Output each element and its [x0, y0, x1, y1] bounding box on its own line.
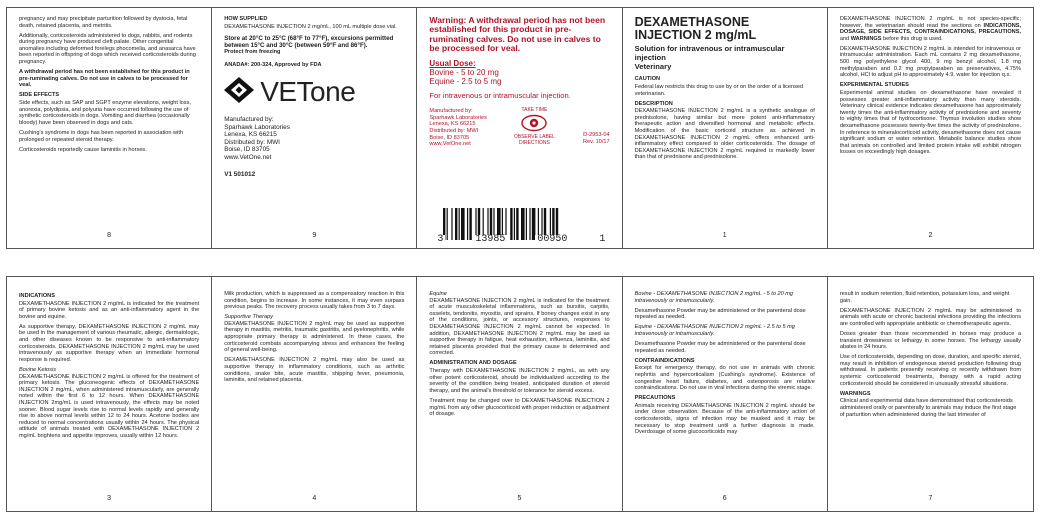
section-heading: ADMINISTRATION AND DOSAGE — [429, 360, 517, 367]
section-heading: CAUTION — [634, 76, 661, 83]
text-block: Use of corticosteroids, depending on dose, duration, and specific steroid, may result in inhibition of endogenous steroid production following drug withdrawal. In patients presently receiving or recently withdrawn from systemic corticosteroid treatments, therapy with a rapid acting corticosteroid should be considered in unusually stressful situations. — [839, 354, 1022, 387]
text-block: Doses greater than those recommended in horses may produce a transient drowsiness or lethargy in some horses. The lethargy usually abates in 24 hours. — [839, 330, 1022, 351]
usual-dose-line: Equine - 2.5 to 5 mg — [429, 77, 502, 87]
manufacturer-line: Boise, ID 83705 — [429, 134, 470, 141]
anada-number: ANADA#: 200-324, Approved by FDA — [224, 61, 322, 68]
text-block: As supportive therapy, DEXAMETHASONE INJECTION 2 mg/mL may be used in the management of various rheumatic, allergic, dermatologic, and other diseases known to be responsive to anti-inflammatory corticosteroids. DEXAMETHASONE INJECTION 2 mg/mL may be used intravenously as supportive therapy when an immediate hormonal response is required. — [19, 323, 200, 363]
text-block: pregnancy and may precipitate parturition followed by dystocia, fetal death, retained placenta, and metritis. — [19, 16, 188, 29]
text-block: Dexamethasone Powder may be administered or the parenteral dose repeated as needed. — [634, 341, 806, 354]
text-block: DEXAMETHASONE INJECTION 2 mg/mL is indicated for the treatment of acute musculoskeletal inflammations, such as bursitis, carpitis, osselets, tendonitis, myositis, and sprains. If boney changes exist in any of the conditions, joints, or accessory structures, responses to DEXAMETHASONE INJECTION 2 mg/mL cannot be expected. In addition, DEXAMETHASONE INJECTION 2 mg/mL may be used as supportive therapy in fatigue, heat exhaustion, influenza, laminitis, and retained placenta provided that the primary cause is determined and corrected. — [429, 297, 610, 357]
page-number: 8 — [107, 232, 112, 239]
page-number: 1 — [722, 232, 727, 239]
page-number: 3 — [107, 495, 112, 502]
panel-5 — [417, 277, 622, 511]
withdrawal-warning-red: Warning: A withdrawal period has not been established for this product in pre-ruminating calves. Do not use in calves to be processed for veal. — [429, 15, 606, 54]
version-code: V1 501012 — [224, 170, 256, 178]
text-block: Animals receiving DEXAMETHASONE INJECTION 2 mg/mL should be under close observation. Because of the anti-inflammatory action of corticosteroids, signs of infection may be masked and it may be necessary to stop treatment until a further diagnosis is made. Overdosage of some glucocorticoids may — [634, 402, 815, 436]
text-block: Treatment may be changed over to DEXAMETHASONE INJECTION 2 mg/mL from any other glucocorticoid with proper reduction or adjustment of dosage. — [429, 397, 610, 418]
text-block: Milk production, which is suppressed as a compensatory reaction in this condition, begins to increase. In some instances, it may even surpass previous peaks. The recovery process usually takes from 3 to 7 days. — [224, 291, 405, 311]
panel-6 — [623, 277, 828, 511]
label-bottom-row — [6, 276, 1034, 512]
vetone-diamond-icon — [224, 77, 254, 106]
subsection-heading: Bovine Ketosis — [19, 366, 57, 373]
section-heading: INDICATIONS — [19, 293, 55, 299]
barcode-digits — [435, 235, 607, 245]
section-heading: WARNINGS — [839, 390, 871, 397]
usual-dose-line: Bovine - 5 to 20 mg — [429, 67, 499, 77]
revision-date: Rev. 10/17 — [582, 138, 610, 145]
manufacturer-line: Sparhawk Laboratories — [429, 114, 487, 121]
manufacturer-line: Manufactured by: — [429, 108, 473, 115]
text-block: Therapy with DEXAMETHASONE INJECTION 2 mg/mL, as with any other potent corticosteroid, should be individualized according to the severity of the condition being treated, anticipated duration of steroid therapy, and the animal's threshold or tolerance for steroid excess. — [429, 368, 610, 394]
page-number: 9 — [312, 232, 317, 239]
manufacturer-line: www.VetOne.net — [429, 141, 471, 148]
product-subtitle: Solution for intravenous or intramuscular injection — [634, 44, 785, 62]
text-block: Federal law restricts this drug to use by or on the order of a licensed veterinarian. — [634, 83, 804, 97]
product-subtitle-veterinary: Veterinary — [634, 61, 672, 71]
section-heading: CONTRAINDICATIONS — [634, 357, 695, 364]
section-heading: EXPERIMENTAL STUDIES — [839, 82, 909, 89]
page-number: 4 — [312, 495, 317, 502]
manufacturer-line: Boise, ID 83705 — [224, 146, 270, 154]
manufacturer-line: Sparhawk Laboratories — [224, 123, 290, 131]
panel-1 — [623, 8, 828, 248]
text-block: DEXAMETHASONE INJECTION 2 mg/mL is intended for intravenous or intramuscular administration. Each mL contains 2 mg dexamethasone, 500 mg polyethylene glycol 400, 9 mg benzyl alcohol, 1.8 mg methylparaben and 0.2 mg propylparaben as preservatives, 4.75% alcohol, HCl to adjust pH to approximately 4.9, water for injection q.s. — [839, 45, 1022, 79]
section-heading: PRECAUTIONS — [634, 395, 676, 402]
protect-text: Protect from freezing — [224, 49, 281, 56]
take-time-text: TAKE TIME — [521, 107, 548, 114]
storage-text: Store at 20°C to 25°C (68°F to 77°F), excursions permitted between 15°C and 30°C (between 59°F and 86°F). — [224, 35, 394, 50]
page-number: 5 — [517, 495, 522, 502]
text-block: Side effects, such as SAP and SGPT enzyme elevations, weight loss, anorexia, polydipsia, and polyuria have occurred following the use of synthetic corticosteroids in dogs. Vomiting and diarrhea (occasionally bloody) have been observed in dogs and cats. — [19, 100, 191, 126]
text-block: DEXAMETHASONE INJECTION 2 mg/mL is indicated for the treatment of primary bovine ketosis and as an anti-inflammatory agent in the bovine and equine. — [19, 300, 200, 320]
logo-wordmark: VETone — [260, 75, 356, 107]
manufacturer-line: Distributed by: MWI — [429, 128, 479, 135]
text-block: Cushing's syndrome in dogs has been reported in association with prolonged or repeated steroid therapy. — [19, 129, 184, 143]
text-block: Experimental animal studies on dexamethasone have revealed it possesses greater anti-inflammatory activity than many steroids. Veterinary clinical evidence indicates dexamethasone has approximately twenty times the anti-inflammatory activity of prednisolone and seventy to eighty times that of hydrocortisone. Thymus involution studies show dexamethasone possesses twenty-five times the activity of prednisolone. In reference to mineralocorticoid activity, dexamethasone does not cause significant sodium or water retention. Metabolic balance studies show that animals on controlled and limited protein intake will exhibit nitrogen losses on exceedingly high dosages. — [839, 89, 1022, 156]
text-block: DEXAMETHASONE INJECTION 2 mg/mL may be used as supportive therapy in mastitis, metritis, traumatic gastritis, and pyelonephritis, while appropriate primary therapy is administered. In these cases, the corticosteroid combats accompanying stress and enhances the feeling of general well-being. — [224, 320, 405, 354]
text-block: result in sodium retention, fluid retention, potassium loss, and weight gain. — [839, 291, 1010, 304]
dosage-bovine: Bovine - DEXAMETHASONE INJECTION 2 mg/mL - 5 to 20 mg intravenously or intramuscularly. — [634, 291, 794, 304]
barcode-digit: 1 — [599, 234, 606, 245]
label-footer-info — [429, 108, 609, 148]
manufacturer-line: Manufactured by: — [224, 115, 274, 123]
manufacturer-line: Lenexa, KS 66215 — [224, 131, 277, 139]
panel-2 — [828, 8, 1033, 248]
text-block: DEXAMETHASONE INJECTION 2 mg/mL is offered for the treatment of primary ketosis. The gluconeogenic effects of DEXAMETHASONE INJECTION 2 mg/mL, when administered intramuscularly, are generally noted within the first 6 to 12 hours. When DEXAMETHASONE INJECTION 2mg/mL is used intravenously, the effects may be noted sooner. Blood sugar levels rise to normal levels rapidly and generally rise to above normal levels within 12 to 24 hours. Acetone bodies are reduced to normal concentrations usually within 24 hours. The physical attitude of animals treated with DEXAMETHASONE INJECTION 2 mg/mL brightens and appetite improves, usually within 12 hours. — [19, 373, 200, 439]
manufacturer-line: www.VetOne.net — [224, 153, 272, 161]
usual-dose-heading: Usual Dose: — [429, 58, 476, 68]
barcode-digit: 13985 — [475, 234, 506, 245]
text-block: DEXAMETHASONE INJECTION 2 mg/mL is a synthetic analogue of prednisolone, having similar but more potent anti-inflammatory therapeutic action and diversified hormonal and metabolic effects. Modification of the basic corticoid structure as achieved in DEXAMETHASONE INJECTION 2 mg/mL offers enhanced anti-inflammatory effect compared to older corticosteroids. The dosage of DEXAMETHASONE INJECTION 2 mg/mL required is markedly lower than that of prednisone and prednisolone. — [634, 108, 815, 161]
panel-4 — [212, 277, 417, 511]
front-label-panel — [417, 8, 622, 248]
barcode-digit: 00950 — [537, 234, 568, 245]
panel-9 — [212, 8, 417, 248]
panel-3 — [7, 277, 212, 511]
panel-8 — [7, 8, 212, 248]
manufacturer-line: Lenexa, KS 66215 — [429, 121, 476, 128]
route-text: For intravenous or intramuscular injection. — [429, 91, 571, 101]
subsection-heading: Equine — [429, 291, 447, 297]
label-top-row — [6, 7, 1034, 249]
text-block: DEXAMETHASONE INJECTION 2 mg/mL may be administered to animals with acute or chronic bacterial infections providing the infections are controlled with appropriate antibiotic or chemotherapeutic agents. — [839, 307, 1022, 327]
dosage-equine: Equine - DEXAMETHASONE INJECTION 2 mg/mL - 2.5 to 5 mg intravenously or intramuscularly. — [634, 324, 795, 337]
page-number: 6 — [722, 495, 727, 502]
vetone-logo — [224, 77, 404, 106]
text-block: DEXAMETHASONE INJECTION 2 mg/mL is not species-specific; however, the veterinarian should read the sections on INDICATIONS, DOSAGE, SIDE EFFECTS, CONTRAINDICATIONS, PRECAUTIONS, and WARNINGS before this drug is used. — [839, 16, 1022, 42]
page-number: 2 — [928, 232, 933, 239]
product-code: D-2953-04 — [583, 132, 610, 139]
withdrawal-warning: A withdrawal period has not been established for this product in pre-ruminating calves. Do not use in calves to be processed for veal. — [19, 69, 190, 89]
observe-label-text: OBSERVE LABEL DIRECTIONS — [513, 133, 555, 146]
text-block: Except for emergency therapy, do not use in animals with chronic nephritis and hypercorticalism (Cushing's syndrome). Existence of congestive heart failure, diabetes, and osteoporosis are relative contraindications. Do not use in viral infections during the viremic stage. — [634, 365, 815, 392]
section-heading: DESCRIPTION — [634, 100, 673, 107]
text-block: Corticosteroids reportedly cause laminitis in horses. — [19, 146, 147, 153]
text-block: DEXAMETHASONE INJECTION 2 mg/mL may also be used as supportive therapy in inflammatory conditions, such as arthritic conditions, snake bite, acute mastitis, shipping fever, pneumonia, laminitis, and retained placenta. — [224, 357, 405, 384]
subsection-heading: Supportive Therapy — [224, 314, 274, 321]
section-heading: SIDE EFFECTS — [19, 92, 60, 99]
page-number: 7 — [928, 495, 933, 502]
text-block: Additionally, corticosteroids administered to dogs, rabbits, and rodents during pregnancy have produced cleft palate. Other congenital anomalies including deformed forelegs phocomelia, and anasarca have been reported in offspring of dogs which received corticosteroids during pregnancy. — [19, 32, 196, 66]
text-block: Dexamethasone Powder may be administered or the parenteral dose repeated as needed. — [634, 307, 806, 321]
text-block: Clinical and experimental data have demonstrated that corticosteroids administered orally or parenterally to animals may induce the first stage of parturition when administered during the last trimester of — [839, 398, 1017, 418]
manufacturer-line: Distributed by: MWI — [224, 138, 280, 146]
product-title: DEXAMETHASONE INJECTION 2 mg/mL — [634, 15, 757, 42]
barcode-digit: 3 — [437, 234, 444, 245]
text-block: DEXAMETHASONE INJECTION 2 mg/mL, 100 mL multiple dose vial. — [224, 23, 397, 30]
section-heading: HOW SUPPLIED — [224, 16, 268, 22]
panel-7 — [828, 277, 1033, 511]
